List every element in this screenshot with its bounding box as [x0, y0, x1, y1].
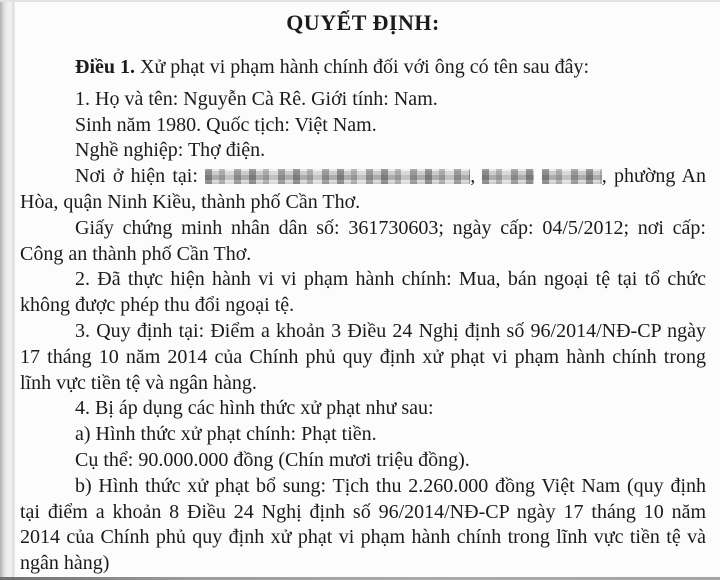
- line-penalty-supplementary-4: ngân hàng): [20, 552, 110, 575]
- line-penalty-amount: Cụ thể: 90.000.000 đồng (Chín mươi triệu đồng).: [75, 448, 470, 471]
- article-heading-text: Xử phạt vi phạm hành chính đối với ông có tên sau đây:: [135, 56, 590, 78]
- line-id-card-1: Giấy chứng minh nhân dân số: 361730603; ngày cấp: 04/5/2012; nơi cấp:: [75, 216, 706, 239]
- line-regulation-3: lĩnh vực tiền tệ và ngân hàng.: [20, 371, 257, 394]
- line-id-card-2: Công an thành phố Cần Thơ.: [20, 242, 252, 265]
- redacted-address-block: [542, 169, 602, 184]
- line-address-2: Hòa, quận Ninh Kiều, thành phố Cần Thơ.: [20, 190, 361, 213]
- line-name-gender: 1. Họ và tên: Nguyễn Cà Rê. Giới tính: Nam.: [75, 87, 438, 110]
- line-penalty-supplementary-1: b) Hình thức xử phạt bổ sung: Tịch thu 2.260.000 đồng Việt Nam (quy định: [75, 474, 706, 497]
- article-1-heading: [20, 55, 706, 81]
- line-violation-1: 2. Đã thực hiện hành vi vi phạm hành chính: Mua, bán ngoại tệ tại tổ chức: [75, 268, 706, 291]
- address-suffix: , phường An: [601, 165, 706, 188]
- line-penalty-main: a) Hình thức xử phạt chính: Phạt tiền.: [75, 423, 377, 446]
- address-separator: ,: [470, 165, 476, 188]
- line-regulation-1: 3. Quy định tại: Điểm a khoản 3 Điều 24 Nghị định số 96/2014/NĐ-CP ngày: [75, 319, 706, 342]
- line-birth-nationality: Sinh năm 1980. Quốc tịch: Việt Nam.: [75, 113, 377, 136]
- scan-edge-top: [0, 0, 720, 2]
- line-regulation-2: 17 tháng 10 năm 2014 của Chính phủ quy định xử phạt vi phạm hành chính trong: [20, 345, 706, 368]
- decision-document: [20, 0, 706, 577]
- line-violation-2: không được phép thu đổi ngoại tệ.: [20, 294, 295, 317]
- redacted-address-block: [205, 169, 470, 184]
- line-address-1: [20, 164, 706, 190]
- scan-edge-left: [0, 0, 15, 580]
- redacted-address-block: [482, 169, 534, 184]
- line-penalty-intro: 4. Bị áp dụng các hình thức xử phạt như sau:: [75, 397, 434, 420]
- line-penalty-supplementary-2: tại điểm a khoản 8 Điều 24 Nghị định số 96/2014/NĐ-CP ngày 17 tháng 10 năm: [20, 500, 706, 523]
- line-penalty-supplementary-3: 2014 của Chính phủ quy định xử phạt vi phạm hành chính trong lĩnh vực tiền tệ và: [20, 526, 706, 549]
- address-prefix: Nơi ở hiện tại:: [75, 165, 198, 188]
- document-title: QUYẾT ĐỊNH:: [286, 10, 440, 35]
- article-label: Điều 1.: [75, 56, 135, 78]
- line-occupation: Nghề nghiệp: Thợ điện.: [75, 139, 266, 162]
